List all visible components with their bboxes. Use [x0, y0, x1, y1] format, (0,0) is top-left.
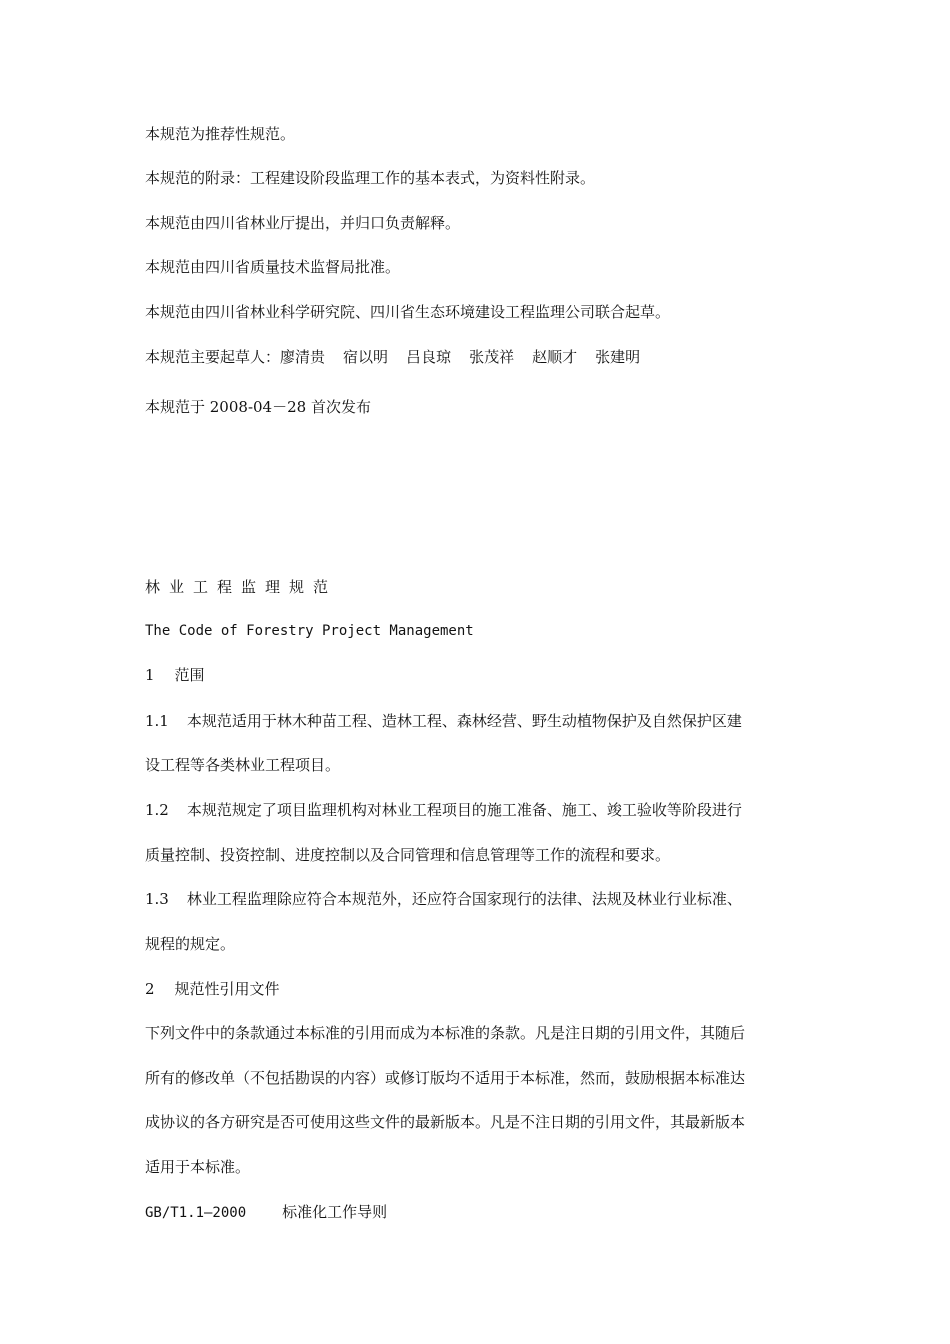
preface-line-2: 本规范的附录：工程建设阶段监理工作的基本表式，为资料性附录。: [145, 169, 596, 187]
preface-line-4: 本规范由四川省质量技术监督局批准。: [145, 258, 401, 276]
section-number: 1: [145, 666, 155, 684]
section-2-para-line-2: 所有的修改单（不包括勘误的内容）或修订版均不适用于本标准，然而，鼓励根据本标准达: [145, 1069, 746, 1087]
clause-text: 林业工程监理除应符合本规范外，还应符合国家现行的法律、法规及林业行业标准、: [186, 890, 742, 908]
reference-code: GB/T1.1—2000: [145, 1205, 247, 1221]
drafter-name: 张建明: [595, 348, 641, 366]
clause-1-3-line-b: 规程的规定。: [145, 935, 236, 953]
section-2-para-line-1: 下列文件中的条款通过本标准的引用而成为本标准的条款。凡是注日期的引用文件，其随后: [145, 1024, 746, 1042]
preface-line-7: 本规范于 2008-04－28 首次发布: [145, 398, 371, 416]
drafter-name: 吕良琼: [406, 348, 452, 366]
section-2-para-line-4: 适用于本标准。: [145, 1158, 251, 1176]
clause-number: 1.2: [145, 801, 169, 819]
clause-number: 1.1: [145, 712, 169, 730]
clause-1-2-line-a: [145, 800, 742, 820]
section-number: 2: [145, 980, 155, 998]
reference-item: [145, 1202, 387, 1223]
drafters-label: 本规范主要起草人：: [145, 348, 281, 366]
clause-1-2-line-b: 质量控制、投资控制、进度控制以及合同管理和信息管理等工作的流程和要求。: [145, 846, 671, 864]
clause-1-1-line-b: 设工程等各类林业工程项目。: [145, 756, 341, 774]
clause-1-3-line-a: [145, 889, 742, 909]
section-1-heading: [145, 665, 205, 685]
preface-drafters-line: [145, 347, 640, 367]
drafter-name: 张茂祥: [469, 348, 515, 366]
reference-title: 标准化工作导则: [282, 1203, 388, 1221]
section-title: 规范性引用文件: [174, 980, 280, 998]
drafter-name: 廖清贵: [280, 348, 326, 366]
preface-line-1: 本规范为推荐性规范。: [145, 125, 296, 143]
preface-line-3: 本规范由四川省林业厅提出，并归口负责解释。: [145, 214, 461, 232]
clause-text: 本规范适用于林木种苗工程、造林工程、森林经营、野生动植物保护及自然保护区建: [186, 712, 742, 730]
title-chinese: 林业工程监理规范: [145, 578, 338, 596]
section-2-para-line-3: 成协议的各方研究是否可使用这些文件的最新版本。凡是不注日期的引用文件，其最新版本: [145, 1113, 746, 1131]
drafter-name: 宿以明: [343, 348, 389, 366]
preface-line-5: 本规范由四川省林业科学研究院、四川省生态环境建设工程监理公司联合起草。: [145, 303, 671, 321]
clause-1-1-line-a: [145, 711, 742, 731]
clause-number: 1.3: [145, 890, 169, 908]
title-english: The Code of Forestry Project Management: [145, 623, 474, 639]
section-2-heading: [145, 979, 280, 999]
clause-text: 本规范规定了项目监理机构对林业工程项目的施工准备、施工、竣工验收等阶段进行: [186, 801, 742, 819]
drafter-name: 赵顺才: [532, 348, 578, 366]
section-title: 范围: [174, 666, 205, 684]
